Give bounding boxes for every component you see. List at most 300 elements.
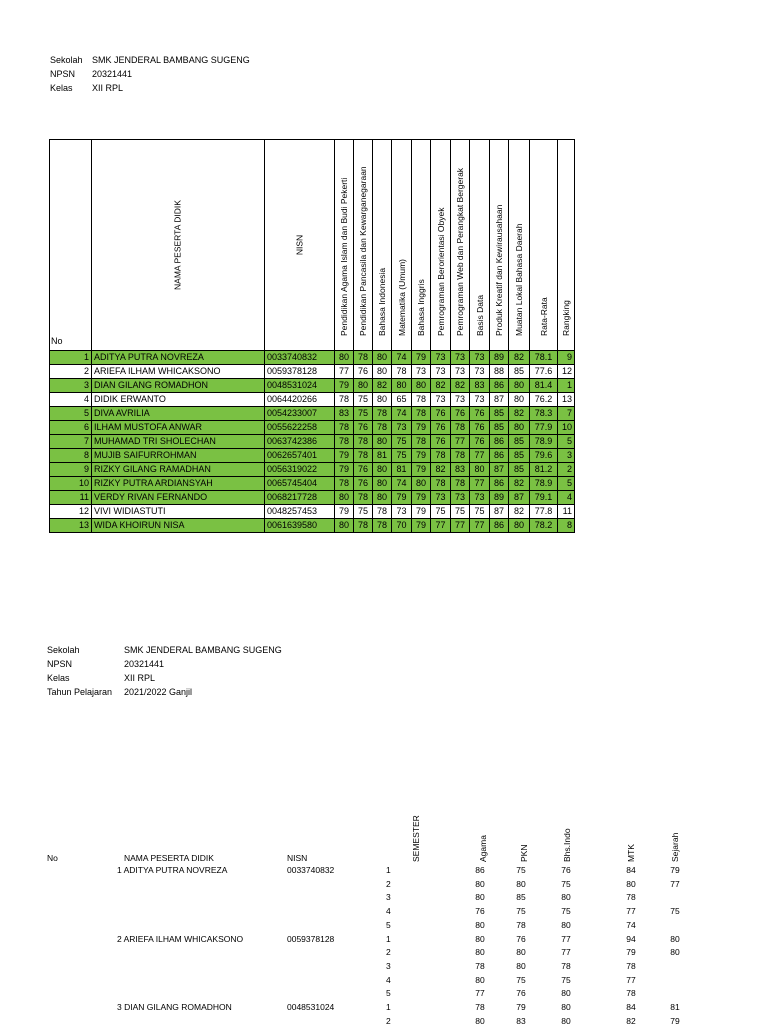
cell-rank: 8 [558, 519, 575, 533]
cell-score: 73 [412, 365, 431, 379]
sejarah-score: 75 [670, 906, 680, 917]
cell-score: 79 [412, 505, 431, 519]
cell-score: 78 [431, 477, 451, 491]
mtk-score: 94 [626, 933, 636, 944]
cell-score: 80 [373, 351, 392, 365]
mtk-score: 78 [626, 960, 636, 971]
cell-score: 75 [392, 449, 412, 463]
cell-score: 79 [412, 491, 431, 505]
mtk-score: 84 [626, 865, 636, 875]
cell-rank: 10 [558, 421, 575, 435]
cell-no: 7 [50, 435, 92, 449]
agama-score: 80 [475, 1015, 485, 1026]
cell-no: 13 [50, 519, 92, 533]
cell-rank: 11 [558, 505, 575, 519]
cell-score: 78 [392, 365, 412, 379]
cell-no: 9 [50, 463, 92, 477]
cell-score: 80 [392, 379, 412, 393]
cell-nisn: 0059378128 [265, 365, 335, 379]
semester-number: 4 [386, 974, 391, 985]
subject-label: Bahasa Inggris [416, 279, 426, 336]
info-row [47, 671, 282, 685]
cell-rank: 5 [558, 477, 575, 491]
cell-score: 85 [490, 421, 509, 435]
col-header-subject [335, 140, 354, 351]
subject-label: Muatan Lokal Bahasa Daerah [514, 223, 524, 336]
cell-score: 81 [373, 449, 392, 463]
cell-score: 86 [490, 435, 509, 449]
cell-score: 79 [412, 421, 431, 435]
student-name: 1 ADITYA PUTRA NOVREZA [117, 865, 228, 875]
cell-score: 76 [470, 421, 490, 435]
cell-score: 89 [490, 351, 509, 365]
col-header-subject [354, 140, 373, 351]
cell-score: 78 [412, 435, 431, 449]
col-header-subject [373, 140, 392, 351]
cell-score: 77 [451, 435, 470, 449]
cell-name: MUJIB SAIFURROHMAN [92, 449, 265, 463]
cell-score: 80 [509, 393, 530, 407]
student-name: 3 DIAN GILANG ROMADHON [117, 1002, 232, 1012]
bhs-score: 77 [561, 933, 571, 944]
col-header-subject [470, 140, 490, 351]
sejarah-score: 79 [670, 1015, 680, 1026]
student-row [50, 435, 575, 449]
cell-score: 88 [490, 365, 509, 379]
cell-rank: 13 [558, 393, 575, 407]
info-label: NPSN [47, 659, 73, 669]
sheet2-header-name: NAMA PESERTA DIDIK [124, 853, 214, 863]
mtk-score: 82 [626, 1015, 636, 1026]
subject-label: Pemrograman Berorientasi Obyek [435, 207, 446, 336]
semester-number: 5 [386, 919, 391, 930]
cell-score: 76 [354, 463, 373, 477]
cell-no: 5 [50, 407, 92, 421]
cell-score: 75 [354, 407, 373, 421]
cell-nisn: 0064420266 [265, 393, 335, 407]
pkn-score: 76 [516, 988, 526, 999]
info-label: Kelas [47, 673, 70, 683]
cell-score: 80 [509, 519, 530, 533]
cell-score: 78 [354, 449, 373, 463]
cell-score: 78 [354, 351, 373, 365]
cell-average: 78.1 [530, 351, 558, 365]
cell-score: 80 [373, 435, 392, 449]
cell-score: 73 [451, 491, 470, 505]
cell-score: 70 [392, 519, 412, 533]
agama-score: 77 [475, 988, 485, 999]
bhs-score: 80 [561, 988, 571, 999]
cell-score: 78 [335, 393, 354, 407]
cell-score: 87 [490, 505, 509, 519]
col-header-subject [490, 140, 509, 351]
cell-score: 77 [431, 519, 451, 533]
cell-rank: 7 [558, 407, 575, 421]
cell-score: 79 [335, 505, 354, 519]
cell-average: 78.9 [530, 435, 558, 449]
agama-score: 78 [475, 1002, 485, 1012]
cell-score: 76 [431, 407, 451, 421]
cell-name: ARIEFA ILHAM WHICAKSONO [92, 365, 265, 379]
cell-no: 8 [50, 449, 92, 463]
cell-rank: 4 [558, 491, 575, 505]
info-value: 20321441 [92, 69, 133, 79]
mtk-score: 77 [626, 974, 636, 985]
sheet2-header-no: No [47, 853, 58, 863]
cell-no: 2 [50, 365, 92, 379]
col-header-nisn-label: NISN [294, 234, 304, 256]
cell-score: 75 [354, 393, 373, 407]
cell-name: DIAN GILANG ROMADHON [92, 379, 265, 393]
cell-score: 80 [373, 365, 392, 379]
cell-name: ADITYA PUTRA NOVREZA [92, 351, 265, 365]
subject-label: Matematika (Umum) [396, 259, 407, 336]
cell-score: 78 [354, 519, 373, 533]
student-row [50, 393, 575, 407]
cell-score: 73 [431, 491, 451, 505]
cell-score: 74 [392, 407, 412, 421]
agama-score: 80 [475, 878, 485, 889]
cell-average: 79.6 [530, 449, 558, 463]
subject-label: Bahasa Indonesia [377, 267, 387, 336]
cell-no: 11 [50, 491, 92, 505]
cell-score: 78 [373, 407, 392, 421]
cell-score: 77 [470, 477, 490, 491]
cell-score: 73 [470, 365, 490, 379]
pkn-score: 80 [516, 878, 526, 889]
info-value: SMK JENDERAL BAMBANG SUGENG [124, 645, 282, 655]
cell-score: 79 [392, 491, 412, 505]
cell-rank: 2 [558, 463, 575, 477]
cell-score: 85 [509, 463, 530, 477]
cell-average: 76.2 [530, 393, 558, 407]
average-label: Rata-Rata [538, 297, 549, 336]
cell-score: 80 [335, 519, 354, 533]
semester-number: 1 [386, 1002, 391, 1012]
mtk-score: 77 [626, 906, 636, 917]
student-row [50, 477, 575, 491]
cell-score: 75 [431, 505, 451, 519]
semester-number: 1 [386, 933, 391, 944]
info-row [50, 67, 250, 81]
cell-score: 73 [451, 393, 470, 407]
agama-score: 80 [475, 919, 485, 930]
agama-score: 80 [475, 974, 485, 985]
student-row [50, 519, 575, 533]
cell-nisn: 0048257453 [265, 505, 335, 519]
col-header-subject [392, 140, 412, 351]
semester-number: 2 [386, 1015, 391, 1026]
cell-score: 82 [509, 477, 530, 491]
cell-score: 85 [509, 365, 530, 379]
pkn-score: 75 [516, 906, 526, 917]
cell-score: 78 [431, 449, 451, 463]
sheet2-header-pkn: PKN [519, 844, 529, 862]
bhs-score: 78 [561, 960, 571, 971]
pkn-score: 79 [516, 1002, 526, 1012]
semester-number: 3 [386, 892, 391, 903]
cell-score: 73 [451, 351, 470, 365]
cell-average: 78.9 [530, 477, 558, 491]
sejarah-score: 77 [670, 878, 680, 889]
cell-average: 81.2 [530, 463, 558, 477]
subject-label: Produk Kreatif dan Kewirausahaan [494, 204, 504, 336]
agama-score: 78 [475, 960, 485, 971]
subject-label: Pendidikan Agama Islam dan Budi Pekerti [339, 177, 349, 336]
cell-score: 80 [509, 421, 530, 435]
cell-score: 73 [392, 421, 412, 435]
cell-score: 76 [354, 477, 373, 491]
info-label: Kelas [50, 83, 73, 93]
sheet2-header-nisn: NISN [287, 853, 308, 863]
cell-score: 87 [490, 393, 509, 407]
cell-score: 86 [490, 519, 509, 533]
student-nisn: 0059378128 [287, 933, 335, 944]
col-header-rank [558, 140, 575, 351]
info-row [47, 643, 282, 657]
mtk-score: 79 [626, 947, 636, 958]
cell-score: 73 [431, 365, 451, 379]
sejarah-score: 79 [670, 865, 680, 875]
bhs-score: 75 [561, 906, 571, 917]
cell-score: 78 [373, 421, 392, 435]
cell-score: 83 [451, 463, 470, 477]
cell-score: 82 [509, 505, 530, 519]
bhs-score: 75 [561, 974, 571, 985]
info-label: Sekolah [50, 55, 83, 65]
cell-score: 83 [335, 407, 354, 421]
subject-label: Pemrograman Web dan Perangkat Bergerak [455, 167, 465, 336]
grade-table-header [50, 140, 575, 351]
cell-name: DIVA AVRILIA [92, 407, 265, 421]
sejarah-score: 81 [670, 1002, 680, 1012]
cell-name: ILHAM MUSTOFA ANWAR [92, 421, 265, 435]
cell-score: 83 [470, 379, 490, 393]
cell-name: MUHAMAD TRI SHOLECHAN [92, 435, 265, 449]
subject-label: Pendidikan Pancasila dan Kewarganegaraan [358, 166, 368, 336]
cell-score: 76 [470, 407, 490, 421]
cell-no: 12 [50, 505, 92, 519]
semester-number: 5 [386, 988, 391, 999]
pkn-score: 75 [516, 974, 526, 985]
school-info-top [50, 53, 250, 95]
grade-table [49, 139, 575, 533]
cell-score: 73 [451, 365, 470, 379]
mtk-score: 78 [626, 988, 636, 999]
student-row [50, 449, 575, 463]
cell-nisn: 0054233007 [265, 407, 335, 421]
pkn-score: 83 [516, 1015, 526, 1026]
col-header-name [92, 140, 265, 351]
cell-score: 82 [509, 407, 530, 421]
cell-score: 82 [431, 463, 451, 477]
cell-score: 74 [392, 351, 412, 365]
cell-score: 77 [470, 449, 490, 463]
cell-score: 78 [412, 393, 431, 407]
pkn-score: 78 [516, 919, 526, 930]
sejarah-score: 80 [670, 947, 680, 958]
cell-score: 79 [335, 463, 354, 477]
student-nisn: 0048531024 [287, 1002, 335, 1012]
cell-score: 87 [490, 463, 509, 477]
student-row [50, 407, 575, 421]
cell-score: 78 [451, 449, 470, 463]
bhs-score: 80 [561, 892, 571, 903]
cell-score: 80 [373, 393, 392, 407]
cell-score: 79 [335, 379, 354, 393]
cell-no: 6 [50, 421, 92, 435]
cell-score: 79 [412, 449, 431, 463]
cell-score: 82 [451, 379, 470, 393]
cell-average: 77.9 [530, 421, 558, 435]
agama-score: 80 [475, 933, 485, 944]
cell-name: RIZKY PUTRA ARDIANSYAH [92, 477, 265, 491]
cell-score: 76 [431, 421, 451, 435]
cell-score: 80 [335, 491, 354, 505]
info-value: 2021/2022 Ganjil [124, 687, 193, 697]
cell-score: 75 [451, 505, 470, 519]
cell-average: 78.2 [530, 519, 558, 533]
semester-number: 3 [386, 960, 391, 971]
cell-no: 10 [50, 477, 92, 491]
bhs-score: 77 [561, 947, 571, 958]
cell-score: 82 [431, 379, 451, 393]
cell-score: 76 [354, 421, 373, 435]
mtk-score: 84 [626, 1002, 636, 1012]
col-header-nisn [265, 140, 335, 351]
cell-score: 78 [335, 435, 354, 449]
cell-score: 77 [470, 519, 490, 533]
cell-score: 75 [354, 505, 373, 519]
cell-average: 77.6 [530, 365, 558, 379]
cell-score: 79 [412, 463, 431, 477]
cell-nisn: 0068217728 [265, 491, 335, 505]
mtk-score: 74 [626, 919, 636, 930]
cell-score: 74 [392, 477, 412, 491]
pkn-score: 80 [516, 947, 526, 958]
student-nisn: 0033740832 [287, 865, 335, 875]
student-row [50, 379, 575, 393]
cell-average: 77.8 [530, 505, 558, 519]
cell-nisn: 0065745404 [265, 477, 335, 491]
cell-score: 85 [509, 449, 530, 463]
semester-number: 2 [386, 878, 391, 889]
cell-name: VERDY RIVAN FERNANDO [92, 491, 265, 505]
cell-score: 73 [392, 505, 412, 519]
cell-score: 80 [373, 491, 392, 505]
pkn-score: 80 [516, 960, 526, 971]
mtk-score: 78 [626, 892, 636, 903]
cell-score: 80 [509, 379, 530, 393]
cell-name: VIVI WIDIASTUTI [92, 505, 265, 519]
cell-rank: 12 [558, 365, 575, 379]
agama-score: 80 [475, 892, 485, 903]
cell-nisn: 0033740832 [265, 351, 335, 365]
cell-nisn: 0055622258 [265, 421, 335, 435]
cell-score: 80 [412, 477, 431, 491]
info-value: XII RPL [92, 83, 124, 93]
sejarah-score: 80 [670, 933, 680, 944]
cell-rank: 9 [558, 351, 575, 365]
cell-score: 78 [451, 477, 470, 491]
info-row [50, 53, 250, 67]
cell-score: 78 [412, 407, 431, 421]
cell-rank: 3 [558, 449, 575, 463]
col-header-subject [431, 140, 451, 351]
cell-name: RIZKY GILANG RAMADHAN [92, 463, 265, 477]
cell-nisn: 0048531024 [265, 379, 335, 393]
sheet2-header-bhs: Bhs.Indo [562, 828, 572, 862]
cell-no: 3 [50, 379, 92, 393]
info-row [47, 685, 282, 699]
mtk-score: 80 [626, 878, 636, 889]
cell-score: 79 [335, 449, 354, 463]
student-row [50, 421, 575, 435]
cell-nisn: 0056319022 [265, 463, 335, 477]
cell-score: 76 [470, 435, 490, 449]
cell-score: 78 [354, 491, 373, 505]
cell-score: 78 [373, 519, 392, 533]
agama-score: 76 [475, 906, 485, 917]
info-label: NPSN [50, 69, 76, 79]
student-row [50, 505, 575, 519]
cell-score: 85 [509, 435, 530, 449]
cell-score: 76 [451, 407, 470, 421]
bhs-score: 80 [561, 1015, 571, 1026]
cell-score: 81 [392, 463, 412, 477]
cell-score: 82 [509, 351, 530, 365]
cell-score: 73 [470, 491, 490, 505]
cell-score: 65 [392, 393, 412, 407]
cell-score: 77 [451, 519, 470, 533]
semester-number: 4 [386, 906, 391, 917]
student-row [50, 463, 575, 477]
semester-number: 2 [386, 947, 391, 958]
col-header-name-label: NAMA PESERTA DIDIK [172, 200, 183, 290]
info-label: Tahun Pelajaran [47, 687, 113, 697]
cell-no: 4 [50, 393, 92, 407]
cell-score: 77 [335, 365, 354, 379]
cell-score: 80 [412, 379, 431, 393]
cell-score: 78 [354, 435, 373, 449]
cell-score: 73 [470, 393, 490, 407]
cell-average: 81.4 [530, 379, 558, 393]
sheet2-header-semester: SEMESTER [411, 815, 421, 862]
bhs-score: 75 [561, 878, 571, 889]
info-label: Sekolah [47, 645, 80, 655]
semester-number: 1 [386, 865, 391, 875]
cell-score: 80 [470, 463, 490, 477]
school-info-bottom [47, 643, 282, 699]
info-value: 20321441 [124, 659, 165, 669]
bhs-score: 80 [561, 1002, 571, 1012]
cell-score: 89 [490, 491, 509, 505]
cell-score: 86 [490, 379, 509, 393]
agama-score: 86 [475, 865, 485, 875]
subject-label: Basis Data [474, 294, 485, 336]
cell-average: 78.3 [530, 407, 558, 421]
cell-score: 78 [335, 421, 354, 435]
cell-score: 75 [470, 505, 490, 519]
cell-no: 1 [50, 351, 92, 365]
cell-score: 80 [373, 463, 392, 477]
cell-score: 76 [431, 435, 451, 449]
cell-nisn: 0062657401 [265, 449, 335, 463]
agama-score: 80 [475, 947, 485, 958]
cell-score: 80 [373, 477, 392, 491]
student-row [50, 491, 575, 505]
student-row [50, 365, 575, 379]
